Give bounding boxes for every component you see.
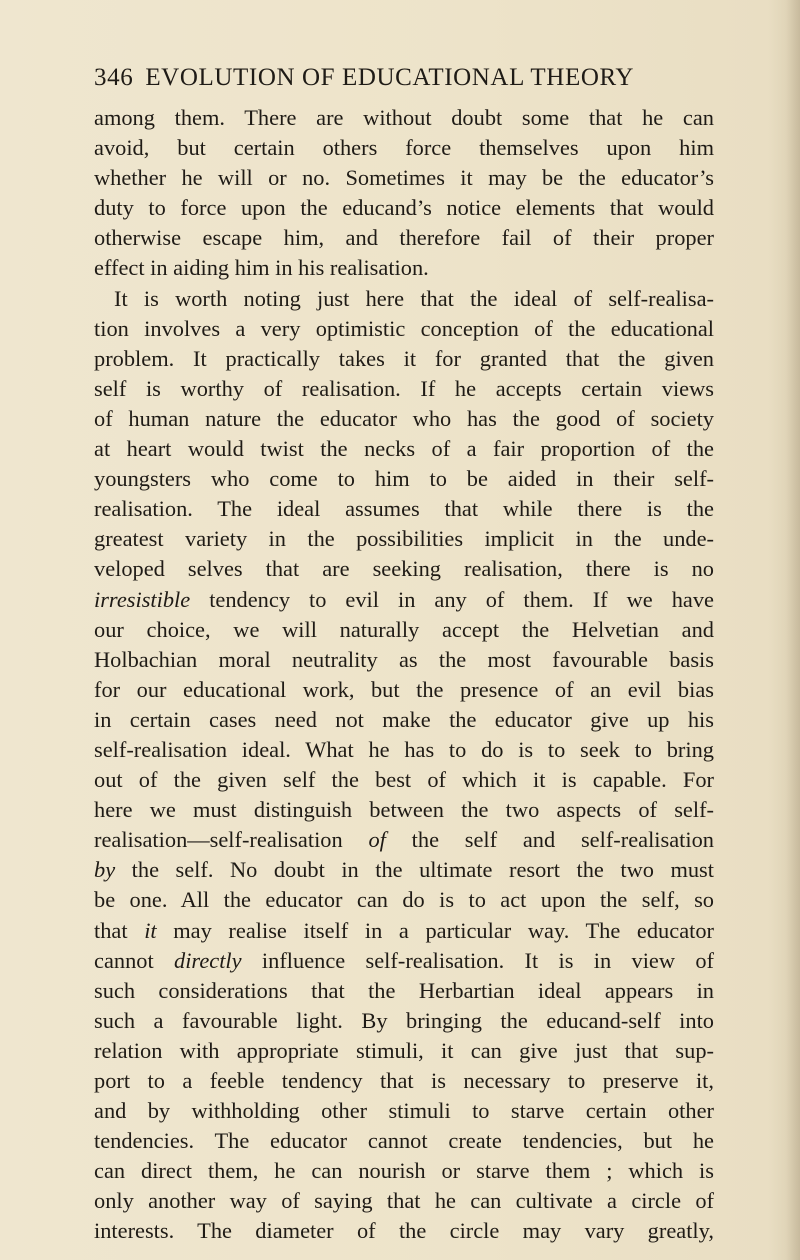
line-text: veloped selves that are seeking realisation, there is no — [94, 556, 714, 582]
line-text: tion involves a very optimistic conception of the educational — [94, 315, 714, 341]
line-text: can direct them, he can nourish or starve them ; which is — [94, 1158, 714, 1184]
line-text: among them. There are without doubt some that he can — [94, 105, 714, 130]
text-line — [94, 1216, 714, 1246]
line-text: youngsters who come to him to be aided in their self- — [94, 466, 714, 492]
text-line — [94, 464, 714, 494]
line-text: and by withholding other stimuli to starve certain other — [94, 1098, 714, 1124]
italic-text: it — [144, 917, 157, 943]
italic-text: of — [368, 827, 386, 853]
line-text: otherwise escape him, and therefore fail of their proper — [94, 225, 714, 251]
text-line — [94, 585, 714, 615]
text-line — [94, 1186, 714, 1216]
italic-text: directly — [174, 947, 242, 973]
text-line — [94, 1066, 714, 1096]
text-line — [94, 103, 714, 133]
body-text — [94, 103, 714, 1247]
line-text: that — [94, 917, 145, 943]
running-head — [94, 64, 714, 92]
text-line — [94, 1036, 714, 1066]
text-line — [94, 554, 714, 584]
line-text: problem. It practically takes it for granted that the given — [94, 345, 714, 371]
text-line — [94, 133, 714, 163]
text-line — [94, 1096, 714, 1126]
line-text: duty to force upon the educand’s notice elements that would — [94, 195, 714, 221]
text-line — [94, 976, 714, 1006]
text-line — [94, 253, 714, 283]
text-line — [94, 795, 714, 825]
text-line — [94, 193, 714, 223]
line-text: in certain cases need not make the educator give up his — [94, 706, 714, 732]
text-line — [94, 1126, 714, 1156]
line-text: only another way of saying that he can cultivate a circle of — [94, 1188, 714, 1214]
line-text: be one. All the educator can do is to act upon the self, so — [94, 887, 714, 913]
italic-text: irresistible — [94, 586, 191, 612]
line-text: whether he will or no. Sometimes it may be the educator’s — [94, 165, 714, 191]
text-line — [94, 946, 714, 976]
line-text: our choice, we will naturally accept the Helvetian and — [94, 616, 714, 642]
text-line — [94, 284, 714, 314]
line-text: tendencies. The educator cannot create tendencies, but he — [94, 1128, 714, 1154]
text-line — [94, 645, 714, 675]
text-line — [94, 1006, 714, 1036]
text-line — [94, 344, 714, 374]
line-text: It is worth noting just here that the ideal of self-realisa- — [114, 285, 714, 311]
line-text: effect in aiding him in his realisation. — [94, 255, 429, 281]
italic-text: by — [94, 857, 116, 883]
line-text: realisation. The ideal assumes that while there is the — [94, 496, 714, 522]
text-line — [94, 404, 714, 434]
line-text: the self and self-realisation — [385, 827, 714, 853]
line-text: cannot — [94, 947, 175, 973]
line-text: self is worthy of realisation. If he accepts certain views — [94, 375, 714, 401]
line-text: realisation—self-realisation — [94, 827, 369, 853]
text-line — [94, 434, 714, 464]
running-title: EVOLUTION OF EDUCATIONAL THEORY — [145, 64, 635, 91]
line-text: such a favourable light. By bringing the educand-self into — [94, 1007, 714, 1033]
line-text: interests. The diameter of the circle may vary greatly, — [94, 1218, 714, 1244]
page-number: 346 — [94, 64, 134, 91]
line-text: avoid, but certain others force themselves upon him — [94, 135, 714, 161]
text-line — [94, 916, 714, 946]
text-line — [94, 314, 714, 344]
text-line — [94, 705, 714, 735]
line-text: self-realisation ideal. What he has to do is to seek to bring — [94, 736, 714, 762]
line-text: Holbachian moral neutrality as the most favourable basis — [94, 646, 714, 672]
text-line — [94, 524, 714, 554]
text-line — [94, 494, 714, 524]
line-text: influence self-realisation. It is in view of — [241, 947, 715, 973]
line-text: port to a feeble tendency that is necessary to preserve it, — [94, 1068, 714, 1093]
line-text: of human nature the educator who has the good of society — [94, 405, 714, 431]
text-line — [94, 765, 714, 795]
text-line — [94, 615, 714, 645]
text-line — [94, 825, 714, 855]
text-line — [94, 855, 714, 885]
text-line — [94, 675, 714, 705]
text-line — [94, 223, 714, 253]
text-line — [94, 1156, 714, 1186]
text-line — [94, 885, 714, 915]
line-text: relation with appropriate stimuli, it can give just that sup- — [94, 1037, 714, 1063]
page-edge-shadow — [786, 0, 800, 1260]
text-line — [94, 374, 714, 404]
text-line — [94, 735, 714, 765]
line-text: out of the given self the best of which it is capable. For — [94, 767, 714, 793]
line-text: may realise itself in a particular way. The educator — [156, 917, 714, 943]
line-text: greatest variety in the possibilities implicit in the unde- — [94, 526, 714, 552]
line-text: for our educational work, but the presence of an evil bias — [94, 676, 714, 702]
line-text: here we must distinguish between the two aspects of self- — [94, 797, 714, 823]
line-text: the self. No doubt in the ultimate resort the two must — [115, 857, 714, 883]
line-text: such considerations that the Herbartian ideal appears in — [94, 977, 714, 1003]
text-line — [94, 163, 714, 193]
line-text: tendency to evil in any of them. If we have — [190, 586, 714, 612]
line-text: at heart would twist the necks of a fair proportion of the — [94, 436, 714, 462]
